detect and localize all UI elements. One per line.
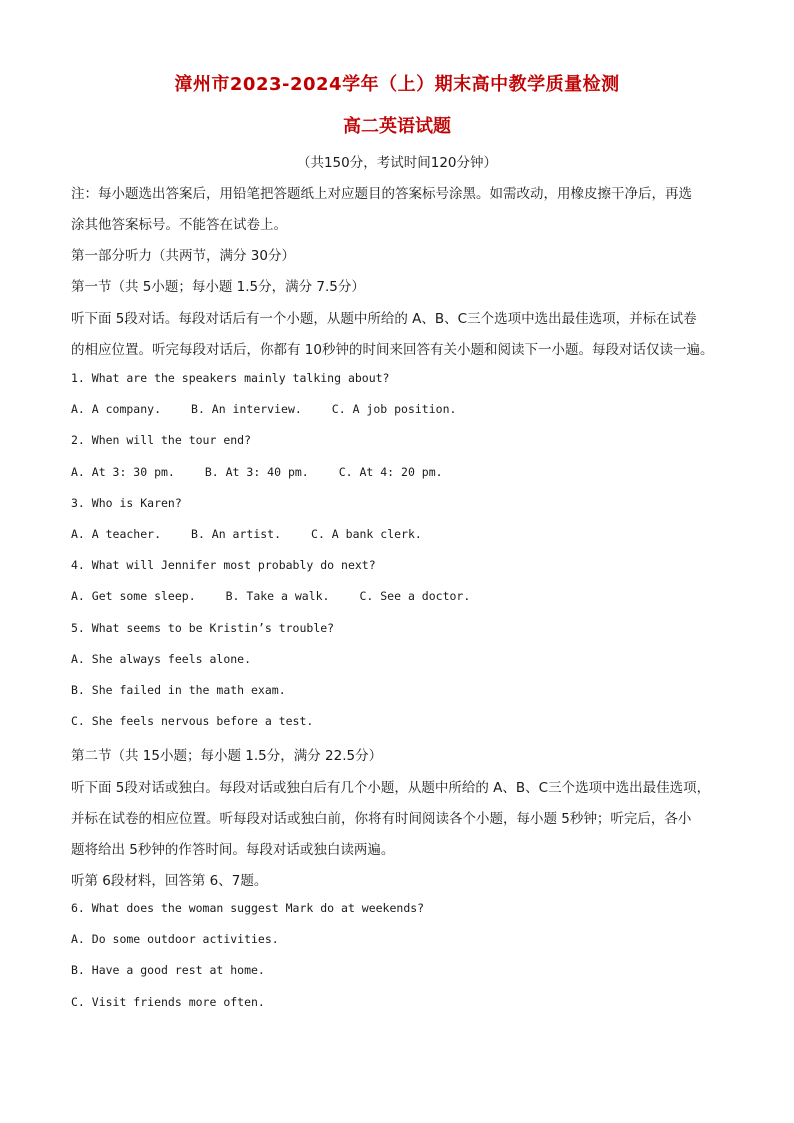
option-a: A. Get some sleep. (71, 589, 196, 603)
question-1-options (71, 402, 456, 416)
option-b: B. An interview. (191, 402, 302, 416)
question-6-stem: 6. What does the woman suggest Mark do at weekends? (71, 901, 425, 915)
question-3-stem: 3. Who is Karen? (71, 496, 182, 510)
section2-heading: 第二节（共 15小题；每小题 1.5分，满分 22.5分） (71, 748, 383, 764)
notice-line-1: 注：每小题选出答案后，用铅笔把答题纸上对应题目的答案标号涂黑。如需改动，用橡皮擦干净后，再选 (71, 186, 692, 202)
part1-heading: 第一部分听力（共两节，满分 30分） (71, 248, 295, 264)
option-a: A. At 3: 30 pm. (71, 465, 175, 479)
question-6-option-b: B. Have a good rest at home. (71, 963, 265, 977)
option-b: B. An artist. (191, 527, 282, 541)
exam-title: 漳州市2023-2024学年（上）期末高中教学质量检测 (174, 74, 620, 95)
section1-directions-line-2: 的相应位置。听完每段对话后，你都有 10秒钟的时间来回答有关小题和阅读下一小题。每段对话仅读一遍。 (71, 342, 714, 358)
question-4-stem: 4. What will Jennifer most probably do next? (71, 558, 376, 572)
exam-info: （共150分，考试时间120分钟） (296, 155, 498, 171)
question-4-options (71, 589, 470, 603)
material6-heading: 听第 6段材料，回答第 6、7题。 (71, 873, 268, 889)
question-2-options (71, 465, 443, 479)
section2-directions-line-1: 听下面 5段对话或独白。每段对话或独白后有几个小题，从题中所给的 A、B、C三个选项中选出最佳选项， (71, 780, 711, 796)
question-5-option-b: B. She failed in the math exam. (71, 683, 286, 697)
option-c: C. See a doctor. (359, 589, 471, 603)
option-b: B. At 3: 40 pm. (204, 465, 309, 479)
section2-directions-line-3: 题将给出 5秒钟的作答时间。每段对话或独白读两遍。 (71, 842, 395, 858)
option-a: A. A teacher. (71, 527, 162, 541)
notice-line-2: 涂其他答案标号。不能答在试卷上。 (71, 217, 287, 233)
option-a: A. A company. (71, 402, 162, 416)
question-2-stem: 2. When will the tour end? (71, 433, 252, 447)
section2-directions-line-2: 并标在试卷的相应位置。听每段对话或独白前，你将有时间阅读各个小题，每小题 5秒钟；听完后，各小 (71, 811, 692, 827)
question-1-stem: 1. What are the speakers mainly talking about? (71, 371, 390, 385)
section1-directions-line-1: 听下面 5段对话。每段对话后有一个小题，从题中所给的 A、B、C三个选项中选出最佳选项，并标在试卷 (71, 311, 697, 327)
section1-heading: 第一节（共 5小题；每小题 1.5分，满分 7.5分） (71, 279, 365, 295)
question-5-stem: 5. What seems to be Kristin’s trouble? (71, 621, 335, 635)
question-5-option-c: C. She feels nervous before a test. (71, 714, 314, 728)
question-6-option-a: A. Do some outdoor activities. (71, 932, 279, 946)
question-5-option-a: A. She always feels alone. (71, 652, 252, 666)
option-c: C. A job position. (331, 402, 457, 416)
question-3-options (71, 527, 422, 541)
question-6-option-c: C. Visit friends more often. (71, 995, 265, 1009)
option-c: C. A bank clerk. (311, 527, 422, 541)
exam-subtitle: 高二英语试题 (343, 116, 451, 137)
option-c: C. At 4: 20 pm. (338, 465, 443, 479)
option-b: B. Take a walk. (225, 589, 330, 603)
